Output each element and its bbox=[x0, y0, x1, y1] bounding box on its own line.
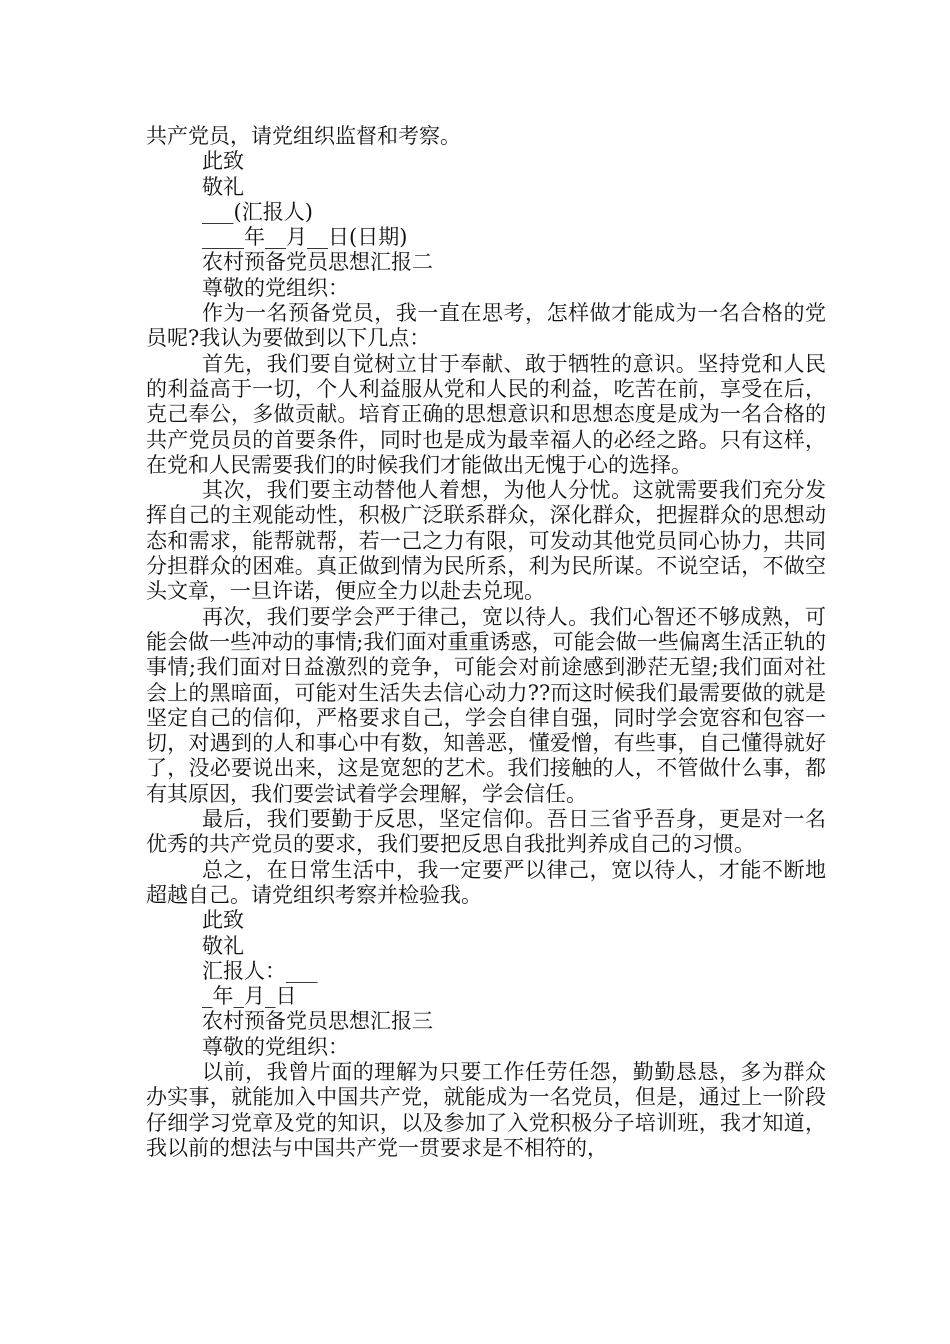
section-title: 农村预备党员思想汇报三 bbox=[202, 1009, 433, 1034]
body-paragraph: 再次，我们要学会严于律己，宽以待人。我们心智还不够成熟，可能会做一些冲动的事情;我们面对重重诱惑，可能会做一些偏离生活正轨的事情;我们面对日益激烈的竞争，可能会对前途感到渺茫无望;我们面对社会上的黑暗面，可能对生活失去信心动力??而这时候我们最需要做的就是坚定自己的信仰，严格要求自己，学会自律自强，同时学会宽容和包容一切，对遇到的人和事心中有数，知善恶，懂爱憎，有些事，自己懂得就好了，没必要说出来，这是宽恕的艺术。我们接触的人，不管做什么事，都有其原因，我们要尝试着学会理解，学会信任。 bbox=[146, 604, 826, 806]
body-paragraph: 总之，在日常生活中，我一定要严以律己，宽以待人，才能不断地超越自己。请党组织考察并检验我。 bbox=[146, 857, 826, 907]
section-title: 农村预备党员思想汇报二 bbox=[202, 250, 433, 275]
closing-jingli: 敬礼 bbox=[202, 933, 244, 958]
date-line: _年_月_日 bbox=[202, 984, 297, 1009]
closing-cizhi: 此致 bbox=[202, 149, 244, 174]
body-paragraph: 最后，我们要勤于反思，坚定信仰。吾日三省乎吾身，更是对一名优秀的共产党员的要求，我们要把反思自我批判养成自己的习惯。 bbox=[146, 807, 826, 857]
document-body bbox=[146, 124, 826, 1161]
body-paragraph: 首先，我们要自觉树立甘于奉献、敢于牺牲的意识。坚持党和人民的利益高于一切，个人利益服从党和人民的利益，吃苦在前，享受在后，克己奉公，多做贡献。培育正确的思想意识和思想态度是成为一名合格的共产党员员的首要条件，同时也是成为最幸福人的必经之路。只有这样，在党和人民需要我们的时候我们才能做出无愧于心的选择。 bbox=[146, 351, 826, 477]
date-line: ____年__月__日(日期) bbox=[202, 225, 408, 250]
body-paragraph: 其次，我们要主动替他人着想，为他人分忧。这就需要我们充分发挥自己的主观能动性，积极广泛联系群众，深化群众，把握群众的思想动态和需求，能帮就帮，若一己之力有限，可发动其他党员同心协力，共同分担群众的困难。真正做到情为民所系，利为民所谋。不说空话，不做空头文章，一旦许诺，便应全力以赴去兑现。 bbox=[146, 478, 826, 604]
body-paragraph: 以前，我曾片面的理解为只要工作任劳任怨，勤勤恳恳，多为群众办实事，就能加入中国共产党，就能成为一名党员，但是，通过上一阶段仔细学习党章及党的知识，以及参加了入党积极分子培训班，我才知道，我以前的想法与中国共产党一贯要求是不相符的， bbox=[146, 1059, 826, 1160]
reporter-line: ___(汇报人) bbox=[202, 199, 313, 224]
reporter-line: 汇报人：___ bbox=[202, 958, 318, 983]
closing-cizhi: 此致 bbox=[202, 908, 244, 933]
salutation: 尊敬的党组织： bbox=[202, 275, 349, 300]
body-paragraph: 作为一名预备党员，我一直在思考，怎样做才能成为一名合格的党员呢?我认为要做到以下几点： bbox=[146, 301, 826, 351]
closing-jingli: 敬礼 bbox=[202, 174, 244, 199]
salutation: 尊敬的党组织： bbox=[202, 1034, 349, 1059]
paragraph-tail-line: 共产党员，请党组织监督和考察。 bbox=[146, 124, 461, 148]
